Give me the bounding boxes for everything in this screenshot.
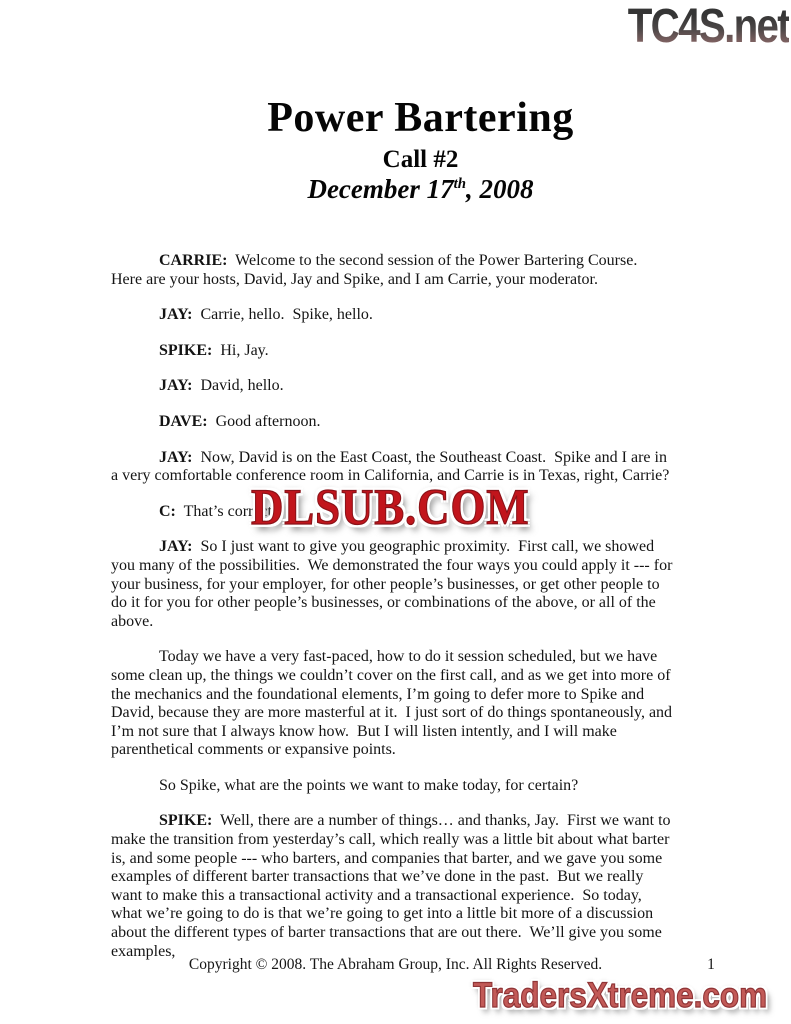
speaker-label: DAVE: [159, 412, 208, 430]
transcript-paragraph [111, 777, 674, 796]
paragraph-text: Well, there are a number of things… and thanks, Jay. First we want to make the transition from yesterday’s call, which really was a little bit about what barter is, and some people --- who barters, and companies that barter, and we gave you some examples of different barter transactions that we’ve done in the past. But we really want to make this a transactional activity and a transactional experience. So today, what we’re going to do is that we’re going to get into a little bit more of a discussion about the different types of barter transactions that are out there. We’ll give you some examples, [111, 812, 675, 960]
paragraph-text: Good afternoon. [207, 412, 321, 430]
speaker-label: C: [159, 502, 176, 520]
paragraph-text: Hi, Jay. [212, 341, 269, 359]
speaker-label: SPIKE: [159, 812, 213, 830]
speaker-label: SPIKE: [159, 341, 213, 359]
transcript-paragraph [111, 377, 674, 396]
footer-copyright: Copyright © 2008. The Abraham Group, Inc. All Rights Reserved. [188, 956, 603, 973]
document-header [139, 94, 702, 205]
paragraph-text: Today we have a very fast-paced, how to do it session scheduled, but we have some clean up, the things we couldn’t cover on the first call, and as we get into more of the mechanics and the foundational elements, I’m going to defer more to Spike and David, because they are more masterful at it. I just sort of do things spontaneously, and I’m not sure that I always know how. But I will listen intently, and I will make parenthetical comments or expansive points. [111, 648, 677, 759]
paragraph-text: David, hello. [192, 377, 284, 395]
document-title: Power Bartering [267, 95, 574, 141]
speaker-label: JAY: [159, 306, 193, 324]
document-date [139, 174, 702, 205]
date-year: , 2008 [466, 174, 534, 204]
transcript-paragraph [111, 648, 677, 760]
dlsub-watermark: DLSUB.COM [251, 480, 530, 536]
speaker-label: JAY: [159, 377, 193, 395]
transcript-paragraph [111, 252, 674, 289]
document-subtitle: Call #2 [382, 146, 459, 173]
transcript-paragraph [111, 413, 674, 432]
speaker-label: CARRIE: [159, 252, 228, 269]
tradersxtreme-watermark: TradersXtreme.com [473, 976, 768, 1015]
date-text: December 17 [307, 174, 454, 204]
date-ordinal-superscript: th [453, 176, 467, 192]
transcript [111, 252, 677, 978]
speaker-label: JAY: [159, 538, 193, 556]
paragraph-text: Carrie, hello. Spike, hello. [192, 306, 373, 324]
paragraph-text: So Spike, what are the points we want to make today, for certain? [159, 776, 579, 794]
transcript-paragraph [111, 342, 674, 361]
page-number: 1 [707, 956, 715, 973]
transcript-paragraph [111, 306, 674, 325]
tc4s-watermark: TC4S.net [627, 0, 789, 53]
paragraph-text: That’s correct. [175, 502, 276, 520]
paragraph-text: So I just want to give you geographic proximity. First call, we showed you many of the possibilities. We demonstrated the four ways you could apply it --- for your business, for your employer, for other people’s businesses, or get other people to do it for you for other people’s businesses, or combinations of the above, or all of the above. [111, 538, 677, 630]
transcript-paragraph [111, 812, 674, 961]
paragraph-text: Now, David is on the East Coast, the Southeast Coast. Spike and I are in a very comfortable conference room in California, and Carrie is in Texas, right, Carrie? [111, 448, 671, 485]
paragraph-text: Welcome to the second session of the Power Bartering Course. Here are your hosts, David, Jay and Spike, and I am Carrie, your moderator. [111, 252, 646, 288]
transcript-paragraph [111, 538, 677, 631]
speaker-label: JAY: [159, 448, 193, 466]
